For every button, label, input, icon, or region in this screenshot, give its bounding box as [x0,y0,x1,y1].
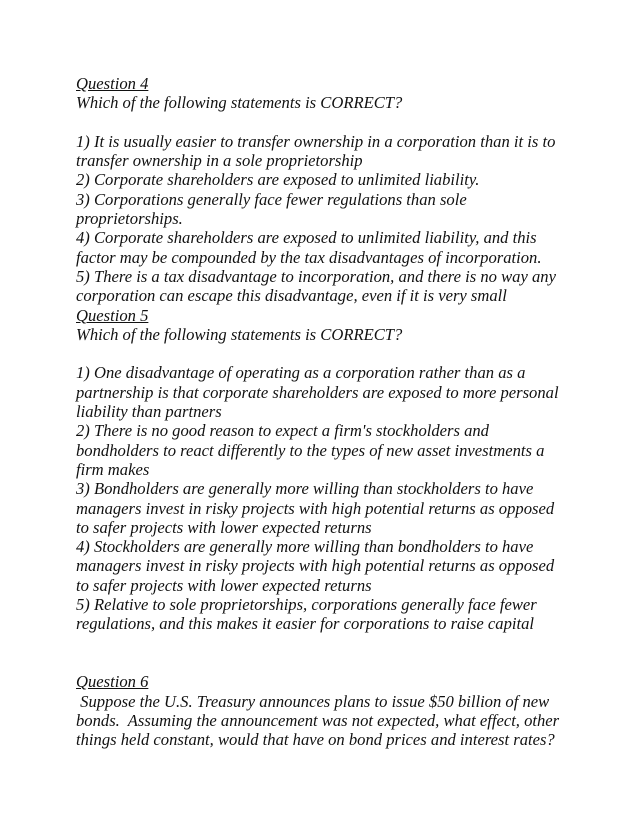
option-text: firm makes [76,459,150,479]
option-text: 1) One disadvantage of operating as a corporation rather than as a [76,363,526,383]
option-text: to safer projects with lower expected returns [76,517,372,537]
option-text: managers invest in risky projects with high potential returns as opposed [76,498,555,518]
blank-lines [76,634,576,673]
option-text: bondholders to react differently to the types of new asset investments a [76,440,545,460]
question-heading: Question 4 [76,74,149,93]
question-4 [76,74,576,306]
option-text: regulations, and this makes it easier for corporations to raise capital [76,614,535,634]
blank-line [76,113,576,132]
question-text: bonds. Assuming the announcement was not expected, what effect, other [76,710,560,730]
option-text: 1) It is usually easier to transfer ownership in a corporation than it is to [76,131,556,151]
option-text: to safer projects with lower expected returns [76,575,372,595]
option-text: transfer ownership in a sole proprietorship [76,151,363,171]
question-5 [76,306,576,634]
option-text: factor may be compounded by the tax disadvantages of incorporation. [76,247,542,267]
option-text: partnership is that corporate shareholders are exposed to more personal [76,382,559,402]
question-prompt: Which of the following statements is CORRECT? [76,324,403,344]
option-text: proprietorships. [76,209,183,229]
question-prompt: Which of the following statements is CORRECT? [76,93,403,113]
option-text: 5) There is a tax disadvantage to incorporation, and there is no way any [76,266,556,286]
question-heading: Question 5 [76,305,149,325]
option-text: 3) Corporations generally face fewer regulations than sole [76,189,467,209]
option-text: liability than partners [76,402,222,422]
option-text: 2) There is no good reason to expect a firm's stockholders and [76,421,489,441]
option-text: 3) Bondholders are generally more willing than stockholders to have [76,479,534,499]
option-text: 4) Corporate shareholders are exposed to unlimited liability, and this [76,228,537,248]
question-text: things held constant, would that have on bond prices and interest rates? [76,730,555,750]
blank-line [76,344,576,363]
question-6 [76,672,576,749]
option-text: corporation can escape this disadvantage, even if it is very small [76,286,507,306]
question-heading: Question 6 [76,672,149,692]
option-text: 5) Relative to sole proprietorships, corporations generally face fewer [76,595,537,615]
option-text: 2) Corporate shareholders are exposed to unlimited liability. [76,170,480,190]
option-text: 4) Stockholders are generally more willing than bondholders to have [76,537,534,557]
question-text: Suppose the U.S. Treasury announces plans to issue $50 billion of new [76,691,550,711]
document-body [76,74,576,749]
option-text: managers invest in risky projects with high potential returns as opposed [76,556,555,576]
